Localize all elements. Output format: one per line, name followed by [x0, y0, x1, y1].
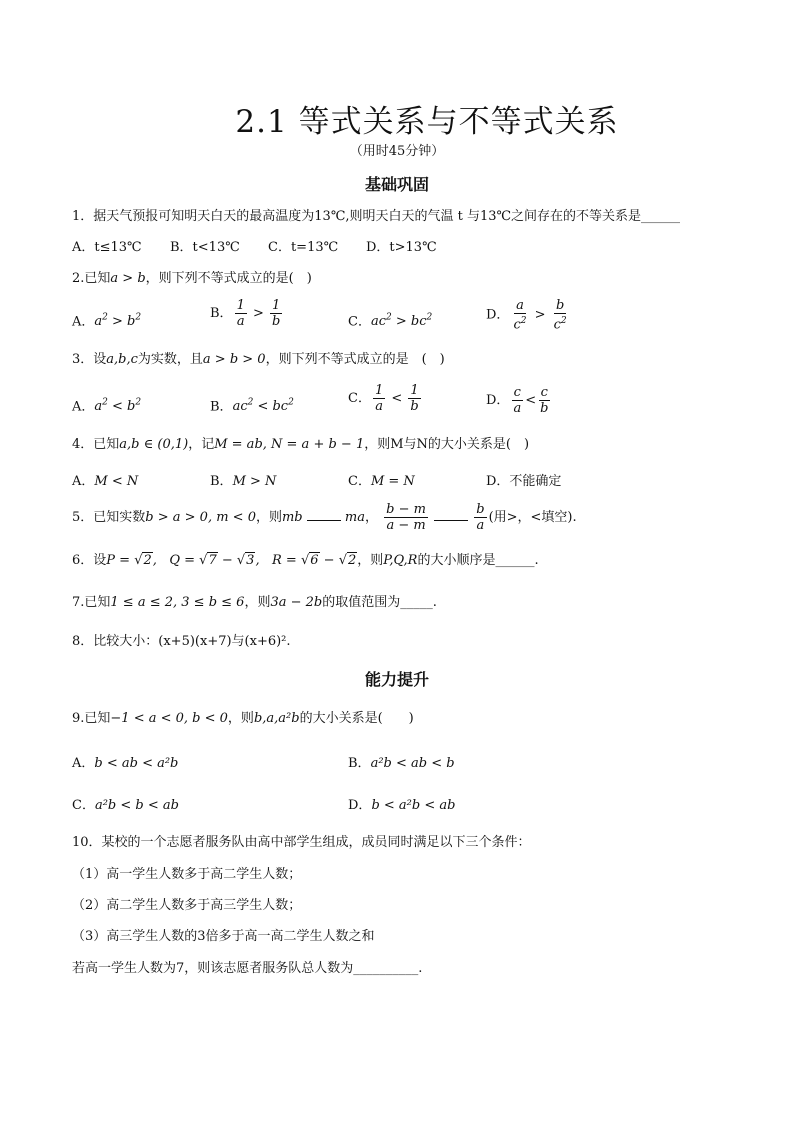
q3-label-a: A．	[72, 399, 95, 415]
q4-label-a: A．	[72, 474, 95, 489]
q4-label-c: C．	[348, 474, 371, 489]
q10-condition-1: （1）高一学生人数多于高二学生人数；	[72, 867, 302, 882]
question-9-stem	[72, 710, 414, 728]
q6-stem-prefix: 6．设	[72, 553, 107, 568]
q7-condition: 1 ≤ a ≤ 2, 3 ≤ b ≤ 6	[110, 595, 245, 610]
q5-frac-numerator: b − m	[386, 502, 426, 517]
q5-expr-mb: mb	[281, 510, 303, 525]
q4-expr-a: M < N	[94, 474, 139, 489]
q2-stem-prefix: 2.已知	[72, 271, 111, 286]
q5-frac2-denominator: a	[476, 518, 485, 533]
q2-stem-suffix: ，则下列不等式成立的是( )	[145, 271, 312, 286]
q6-q-radicand-2: 3	[246, 553, 255, 568]
q2-label-d: D．	[486, 307, 510, 323]
q5-stem-prefix: 5．已知实数	[72, 510, 146, 525]
q3-stem-prefix: 3．设	[72, 352, 107, 367]
q3-option-c: C． $\frac{1}{a}$ < $\frac{1}{b}$	[348, 383, 419, 414]
q1-option-b: B．t<13℃	[170, 240, 240, 255]
q9-stem-prefix: 9.已知	[72, 711, 111, 726]
page-subtitle: （用时45分钟）	[349, 144, 445, 159]
q3-label-d: D．	[486, 393, 510, 408]
q5-separator: ，	[365, 510, 379, 525]
q5-expr-ma: ma	[344, 510, 365, 525]
q9-label-d: D．	[348, 798, 372, 813]
q2-option-d: D． $\frac{a}{c^2}$ > $\frac{b}{c^2}$	[486, 298, 567, 333]
q4-expr-b: M > N	[232, 474, 277, 489]
q4-definition: M = ab, N = a + b − 1	[214, 437, 365, 452]
q4-option-a	[72, 472, 138, 492]
q5-condition: b > a > 0, m < 0	[145, 510, 256, 525]
q3-stem-mid: 为实数，且	[137, 352, 203, 367]
q4-stem-suffix: ，则M与N的大小关系是( )	[364, 437, 530, 452]
q7-stem-suffix: 的取值范围为_____.	[322, 595, 437, 610]
q4-stem-mid: ，记	[188, 437, 215, 452]
q9-expr-b: a²b < ab < b	[370, 756, 455, 771]
q4-option-d: D．不能确定	[486, 474, 562, 489]
q7-expression: 3a − 2b	[270, 595, 323, 610]
section-advanced-heading: 能力提升	[364, 670, 429, 689]
q9-stem-mid: ，则	[227, 711, 254, 726]
q3-condition: a > b > 0	[202, 352, 266, 367]
q6-vars: P,Q,R	[383, 553, 418, 568]
q6-r-label: R =	[272, 553, 301, 568]
q2-condition: a > b	[110, 271, 146, 286]
q6-stem-suffix: 的大小顺序是______.	[417, 553, 539, 568]
q1-option-d: D．t>13℃	[366, 240, 437, 255]
q4-option-b	[210, 472, 276, 492]
question-6-stem: 6．设P = √2, Q = √7 − √3, R = √6 − √2，则P,Q,R的大小顺序是______.	[72, 553, 539, 568]
question-10-stem: 10．某校的一个志愿者服务队由高中部学生组成，成员同时满足以下三个条件：	[72, 835, 531, 850]
q9-option-a	[72, 754, 178, 774]
q3-label-c: C．	[348, 391, 371, 406]
question-4-stem	[72, 436, 529, 454]
q4-label-b: B．	[210, 474, 233, 489]
q9-expr-a: b < ab < a²b	[94, 756, 179, 771]
q6-q-radicand-1: 7	[208, 553, 217, 568]
q6-q-label: Q =	[169, 553, 200, 568]
question-8-stem: 8．比较大小：(x+5)(x+7)与(x+6)².	[72, 634, 291, 649]
q3-stem-suffix: ，则下列不等式成立的是 ( )	[265, 352, 445, 367]
q1-option-c: C．t=13℃	[268, 240, 339, 255]
q6-r-radicand-2: 2	[347, 553, 357, 568]
q2-label-a: A．	[72, 314, 95, 330]
question-5-stem	[72, 502, 577, 533]
q10-final-question: 若高一学生人数为7，则该志愿者服务队总人数为__________.	[72, 961, 423, 976]
q10-condition-2: （2）高二学生人数多于高三学生人数；	[72, 898, 302, 913]
q6-p-radicand: 2	[143, 553, 152, 568]
page-title: 2.1 等式关系与不等式关系	[235, 104, 619, 140]
q9-label-c: C．	[72, 798, 95, 813]
q9-label-b: B．	[348, 756, 371, 771]
q9-expr-d: b < a²b < ab	[371, 798, 456, 813]
q9-option-b	[348, 754, 455, 774]
q1-option-a: A．t≤13℃	[72, 240, 142, 255]
q9-expr-c: a²b < b < ab	[94, 798, 179, 813]
question-2-stem	[72, 270, 312, 288]
q6-p-label: P =	[106, 553, 135, 568]
q2-option-a: A．$a^2 > b^2$	[72, 313, 142, 330]
q6-stem-mid: ，则	[357, 553, 384, 568]
q3-option-d: D． $\frac{c}{a}$ < $\frac{c}{b}$	[486, 385, 549, 416]
q9-vars: b,a,a²b	[253, 711, 300, 726]
q2-option-c: C．$ac^2 > bc^2$	[348, 313, 433, 330]
q7-stem-prefix: 7.已知	[72, 595, 111, 610]
q4-option-c	[348, 472, 415, 492]
q9-condition: −1 < a < 0, b < 0	[110, 711, 228, 726]
q10-condition-3: （3）高三学生人数的3倍多于高一高二学生人数之和	[72, 929, 375, 944]
q9-option-c	[72, 796, 179, 816]
q9-option-d	[348, 796, 455, 816]
q3-option-a: A．$a^2 < b^2$	[72, 398, 142, 415]
question-1-stem: 1．据天气预报可知明天白天的最高温度为13℃,则明天白天的气温 t 与13℃之间存在的不等关系是______	[72, 209, 681, 224]
q3-vars: a,b,c	[106, 352, 138, 367]
section-basic-heading: 基础巩固	[364, 175, 429, 194]
q4-condition: a,b ∈ (0,1)	[119, 437, 189, 452]
question-3-stem	[72, 351, 445, 369]
q5-blank-1[interactable]	[307, 508, 341, 521]
q5-blank-2[interactable]	[434, 508, 468, 521]
question-7-stem	[72, 594, 437, 612]
q2-label-b: B．	[210, 306, 233, 321]
q3-label-b: B．	[210, 399, 233, 415]
q6-r-radicand-1: 6	[310, 553, 319, 568]
q5-frac2-numerator: b	[476, 502, 485, 517]
q2-option-b: B． $\frac{1}{a}$ > $\frac{1}{b}$	[210, 298, 281, 329]
q2-label-c: C．	[348, 314, 371, 330]
q5-stem-mid: ，则	[255, 510, 282, 525]
q3-option-b: B．$ac^2 < bc^2$	[210, 398, 294, 415]
q4-expr-c: M = N	[370, 474, 415, 489]
q9-label-a: A．	[72, 756, 95, 771]
q9-stem-suffix: 的大小关系是( )	[299, 711, 414, 726]
q5-stem-suffix: (用>，<填空).	[488, 510, 577, 525]
q7-stem-mid: ，则	[244, 595, 271, 610]
q5-frac-denominator: a − m	[386, 518, 426, 533]
q4-stem-prefix: 4．已知	[72, 437, 120, 452]
